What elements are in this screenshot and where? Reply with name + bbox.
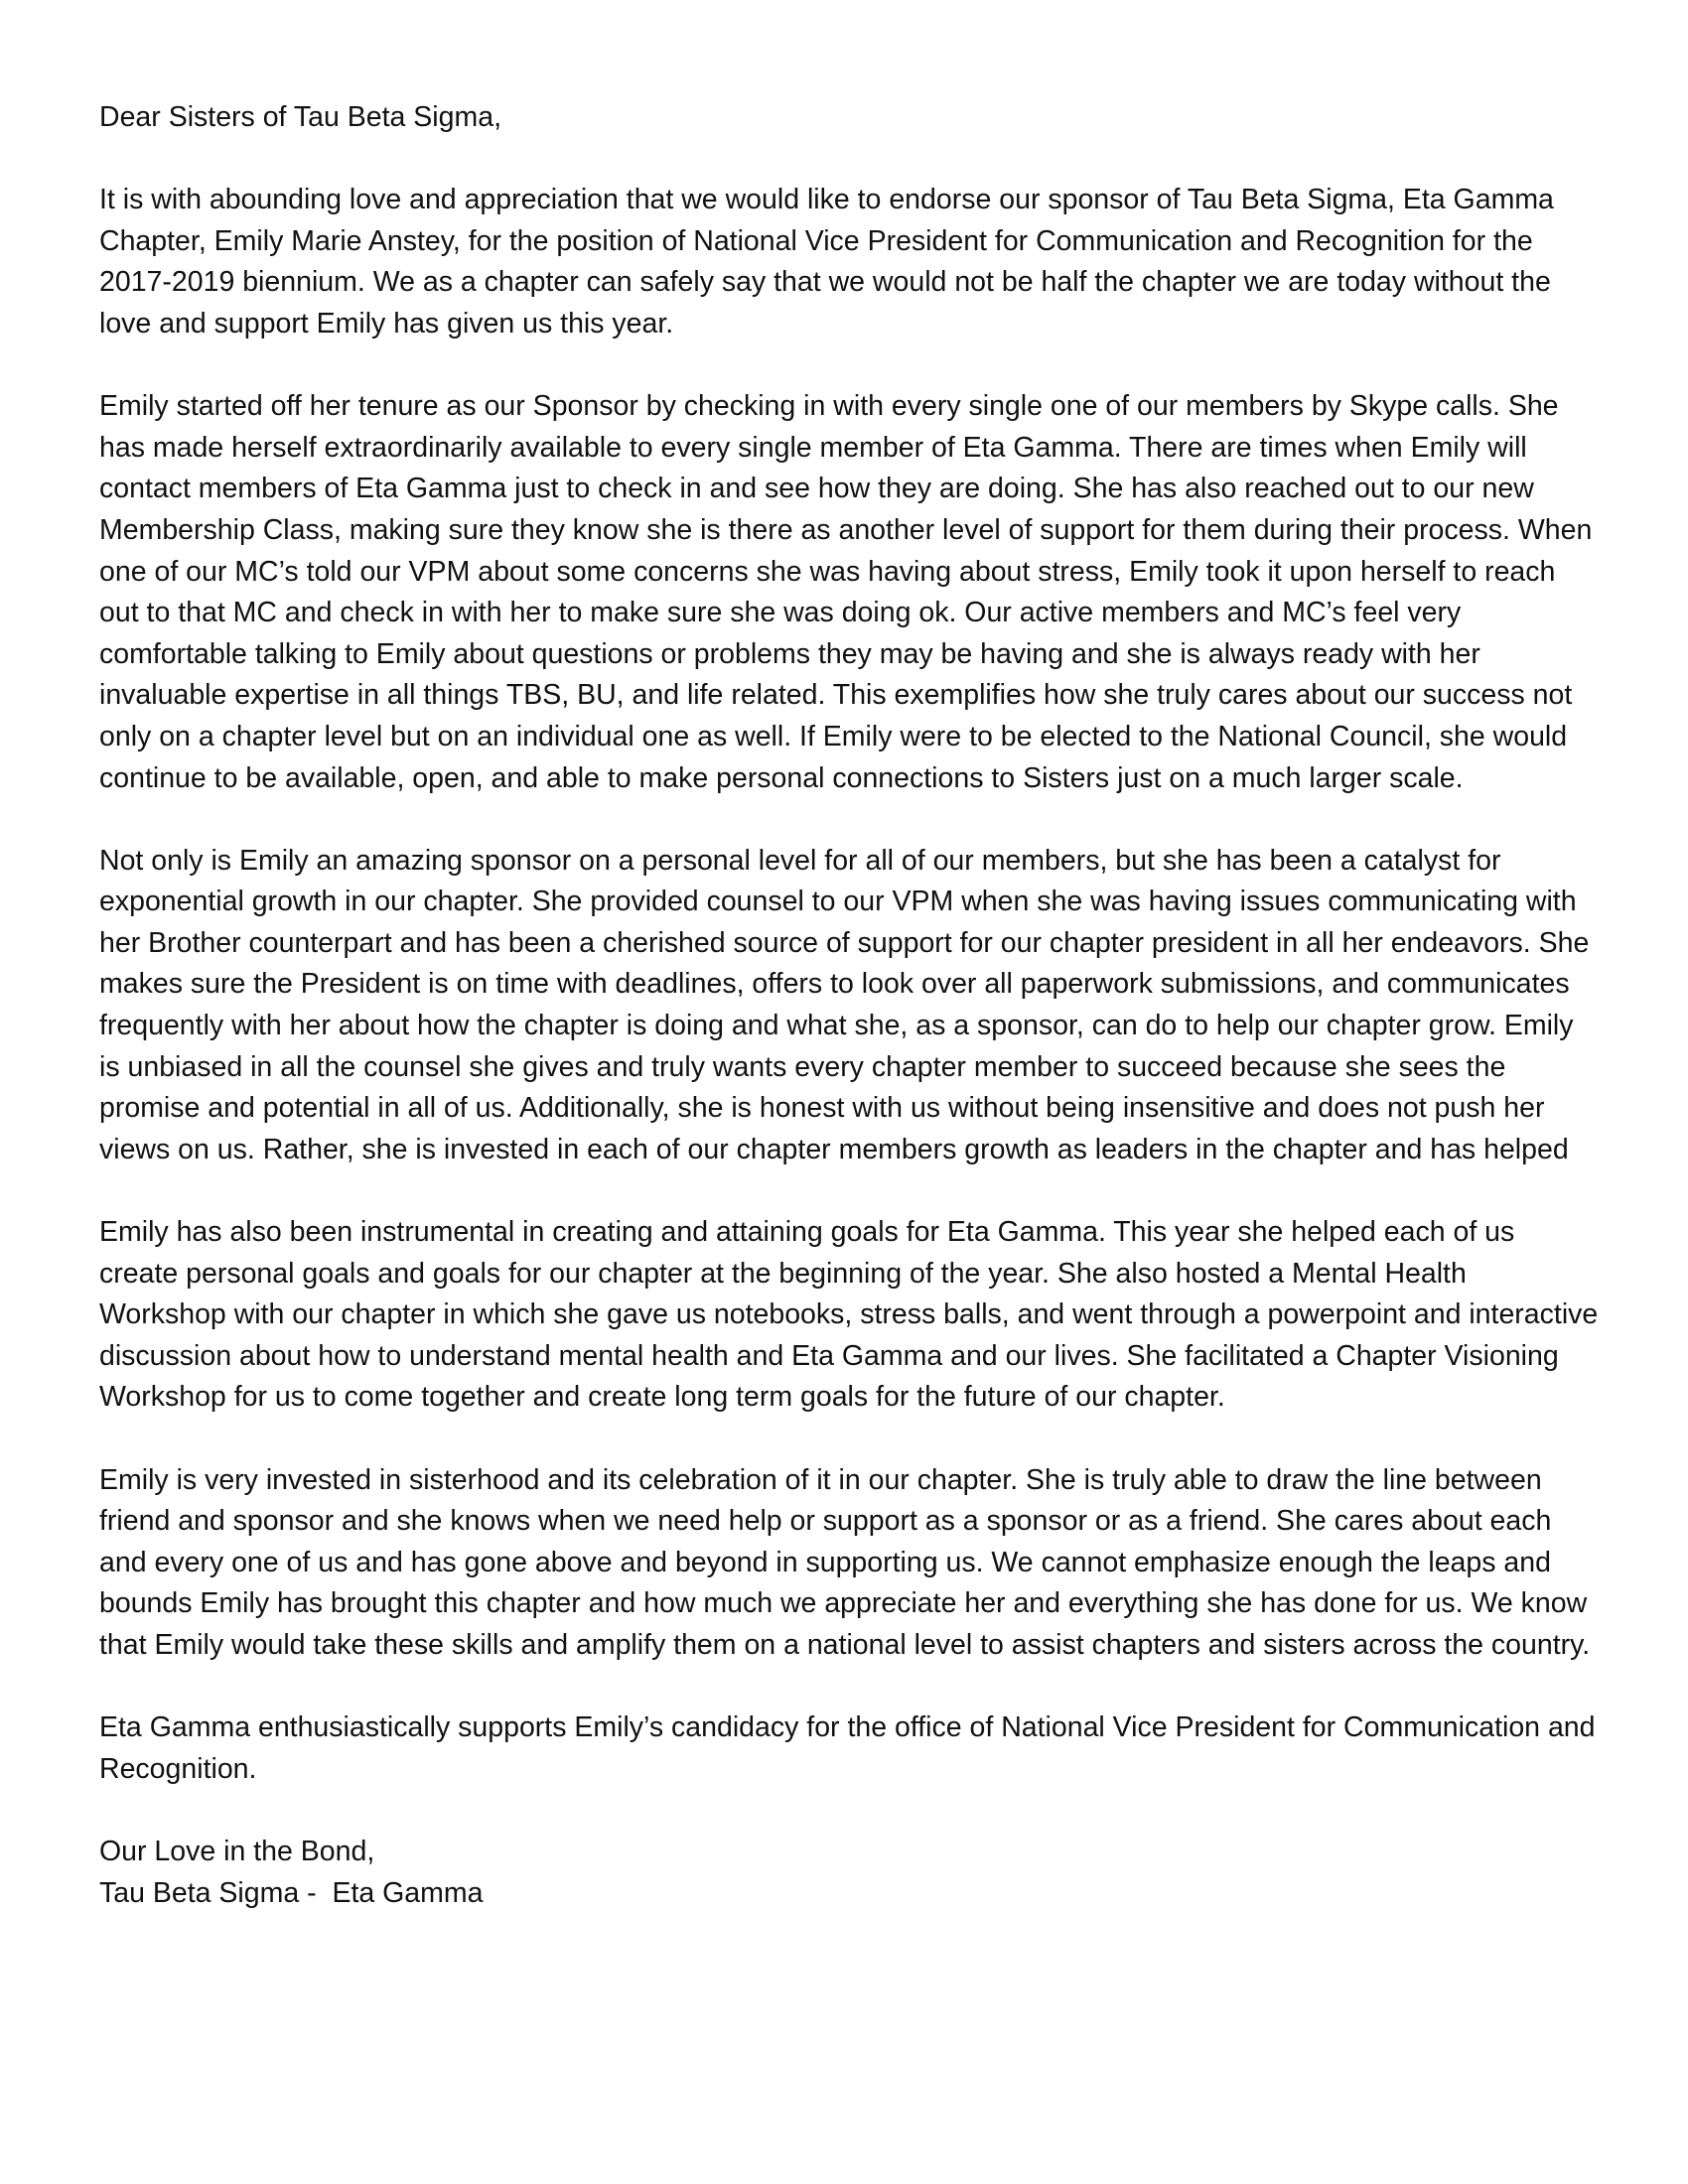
- signature: Tau Beta Sigma - Eta Gamma: [99, 1876, 484, 1909]
- paragraph-goals: Emily has also been instrumental in creating and attaining goals for Eta Gamma. This year she helped each of us create personal goals and goals for our chapter at the beginning of the year. She also hosted a Mental Health Workshop with our chapter in which she gave us notebooks, stress balls, and went through a powerpoint and interactive discussion about how to understand mental health and Eta Gamma and our lives. She facilitated a Chapter Visioning Workshop for us to come together and create long term goals for the future of our chapter.: [99, 1216, 1599, 1414]
- paragraph-availability: Emily started off her tenure as our Sponsor by checking in with every single one of our members by Skype calls. She has made herself extraordinarily available to every single member of Eta Gamma. There are times when Emily will contact members of Eta Gamma just to check in and see how they are doing. She has also reached out to our new Membership Class, making sure they know she is there as another level of support for them during their process. When one of our MC’s told our VPM about some concerns she was having about stress, Emily took it upon herself to reach out to that MC and check in with her to make sure she was doing ok. Our active members and MC’s feel very comfortable talking to Emily about questions or problems they may be having and she is always ready with her invaluable expertise in all things TBS, BU, and life related. This exemplifies how she truly cares about our success not only on a chapter level but on an individual one as well. If Emily were to be elected to the National Council, she would continue to be available, open, and able to make personal connections to Sisters just on a much larger scale.: [99, 390, 1593, 794]
- closing: Our Love in the Bond,: [99, 1835, 375, 1867]
- letter-page: [99, 97, 1599, 1914]
- paragraph-endorsement: It is with abounding love and appreciation that we would like to endorse our sponsor of Tau Beta Sigma, Eta Gamma Chapter, Emily Marie Anstey, for the position of National Vice President for Communication and Recognition for the 2017-2019 biennium. We as a chapter can safely say that we would not be half the chapter we are today without the love and support Emily has given us this year.: [99, 184, 1554, 340]
- paragraph-support-statement: Eta Gamma enthusiastically supports Emily’s candidacy for the office of National Vice President for Communication and Recognition.: [99, 1711, 1596, 1785]
- salutation: Dear Sisters of Tau Beta Sigma,: [99, 101, 501, 133]
- paragraph-sisterhood: Emily is very invested in sisterhood and its celebration of it in our chapter. She is truly able to draw the line between friend and sponsor and she knows when we need help or support as a sponsor or as a friend. She cares about each and every one of us and has gone above and beyond in supporting us. We cannot emphasize enough the leaps and bounds Emily has brought this chapter and how much we appreciate her and everything she has done for us. We know that Emily would take these skills and amplify them on a national level to assist chapters and sisters across the country.: [99, 1463, 1591, 1661]
- paragraph-growth: Not only is Emily an amazing sponsor on a personal level for all of our members, but she has been a catalyst for exponential growth in our chapter. She provided counsel to our VPM when she was having issues communicating with her Brother counterpart and has been a cherished source of support for our chapter president in all her endeavors. She makes sure the President is on time with deadlines, offers to look over all paperwork submissions, and communicates frequently with her about how the chapter is doing and what she, as a sponsor, can do to help our chapter grow. Emily is unbiased in all the counsel she gives and truly wants every chapter member to succeed because she sees the promise and potential in all of us. Additionally, she is honest with us without being insensitive and does not push her views on us. Rather, she is invested in each of our chapter members growth as leaders in the chapter and has helped: [99, 844, 1590, 1165]
